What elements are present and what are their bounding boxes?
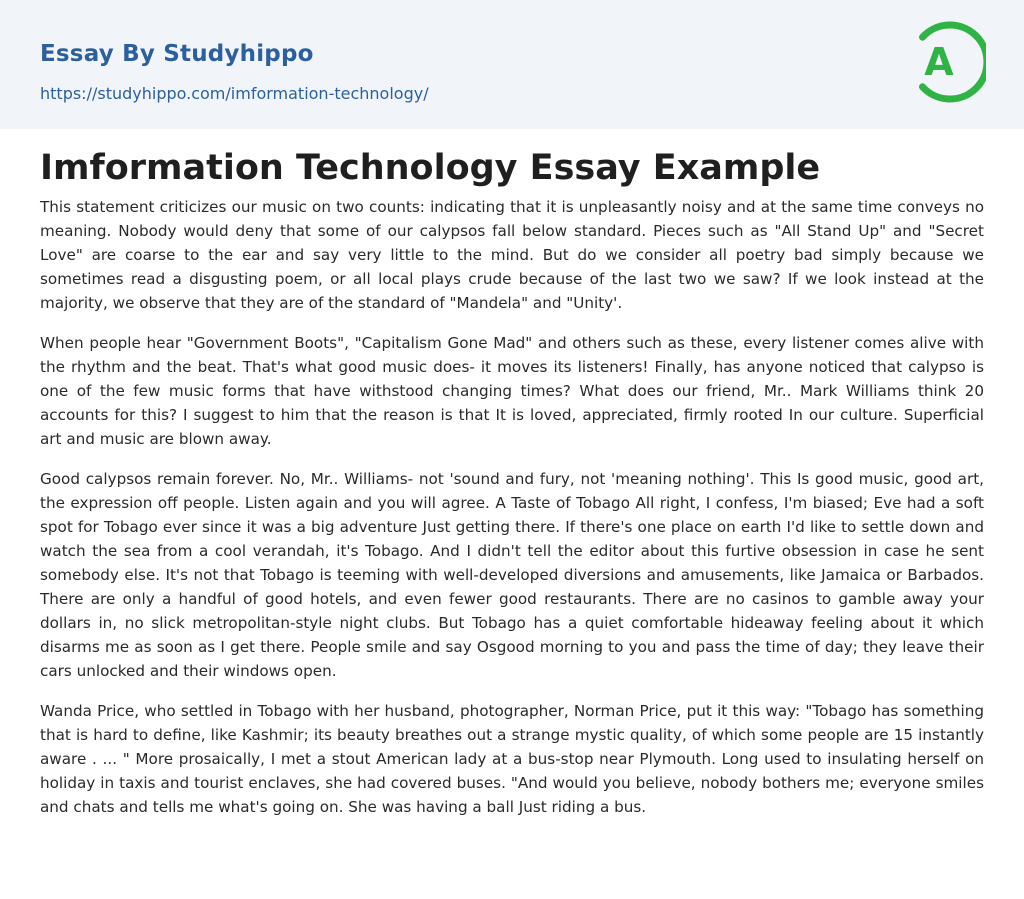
page-title: Imformation Technology Essay Example	[40, 148, 821, 188]
studyhippo-logo-icon[interactable]	[912, 19, 986, 105]
brand-title[interactable]: Essay By Studyhippo	[40, 41, 314, 67]
logo-letter: A	[924, 40, 954, 84]
essay-paragraph: Wanda Price, who settled in Tobago with her husband, photographer, Norman Price, put it this way: "Tobago has something that is hard to define, like Kashmir; its beauty breathes out a strange mystic quality, of which some people are 15 instantly aware . ... " More prosaically, I met a stout American lady at a bus-stop near Plymouth. Long used to insulating herself on holiday in taxis and tourist enclaves, she had covered buses. "And would you believe, nobody bothers me; everyone smiles and chats and tells me what's going on. She was having a ball Just riding a bus.	[40, 702, 984, 816]
essay-paragraph: When people hear "Government Boots", "Capitalism Gone Mad" and others such as these, every listener comes alive with the rhythm and the beat. That's what good music does- it moves its listeners! Finally, has anyone noticed that calypso is one of the few music forms that have withstood changing times? What does our friend, Mr.. Mark Williams think 20 accounts for this? I suggest to him that the reason is that It is loved, appreciated, firmly rooted In our culture. Superficial art and music are blown away.	[40, 334, 984, 448]
essay-paragraph: Good calypsos remain forever. No, Mr.. Williams- not 'sound and fury, not 'meaning nothing'. This Is good music, good art, the expression off people. Listen again and you will agree. A Taste of Tobago All right, I confess, I'm biased; Eve had a soft spot for Tobago ever since it was a big adventure Just getting there. If there's one place on earth I'd like to settle down and watch the sea from a cool verandah, it's Tobago. And I didn't tell the editor about this furtive obsession in case he sent somebody else. It's not that Tobago is teeming with well-developed diversions and amusements, like Jamaica or Barbados. There are only a handful of good hotels, and even fewer good restaurants. There are no casinos to gamble away your dollars in, no slick metropolitan-style night clubs. But Tobago has a quiet comfortable hideaway feeling about it which disarms me as soon as I get there. People smile and say Osgood morning to you and pass the time of day; they leave their cars unlocked and their windows open.	[40, 470, 984, 680]
site-header	[0, 0, 1024, 129]
source-url-link[interactable]: https://studyhippo.com/imformation-technology/	[40, 84, 429, 103]
essay-body	[40, 195, 984, 835]
essay-paragraph: This statement criticizes our music on two counts: indicating that it is unpleasantly noisy and at the same time conveys no meaning. Nobody would deny that some of our calypsos fall below standard. Pieces such as "All Stand Up" and "Secret Love" are coarse to the ear and say very little to the mind. But do we consider all poetry bad simply because we sometimes read a disgusting poem, or all local plays crude because of the last two we saw? If we look instead at the majority, we observe that they are of the standard of "Mandela" and "Unity'.	[40, 198, 984, 312]
